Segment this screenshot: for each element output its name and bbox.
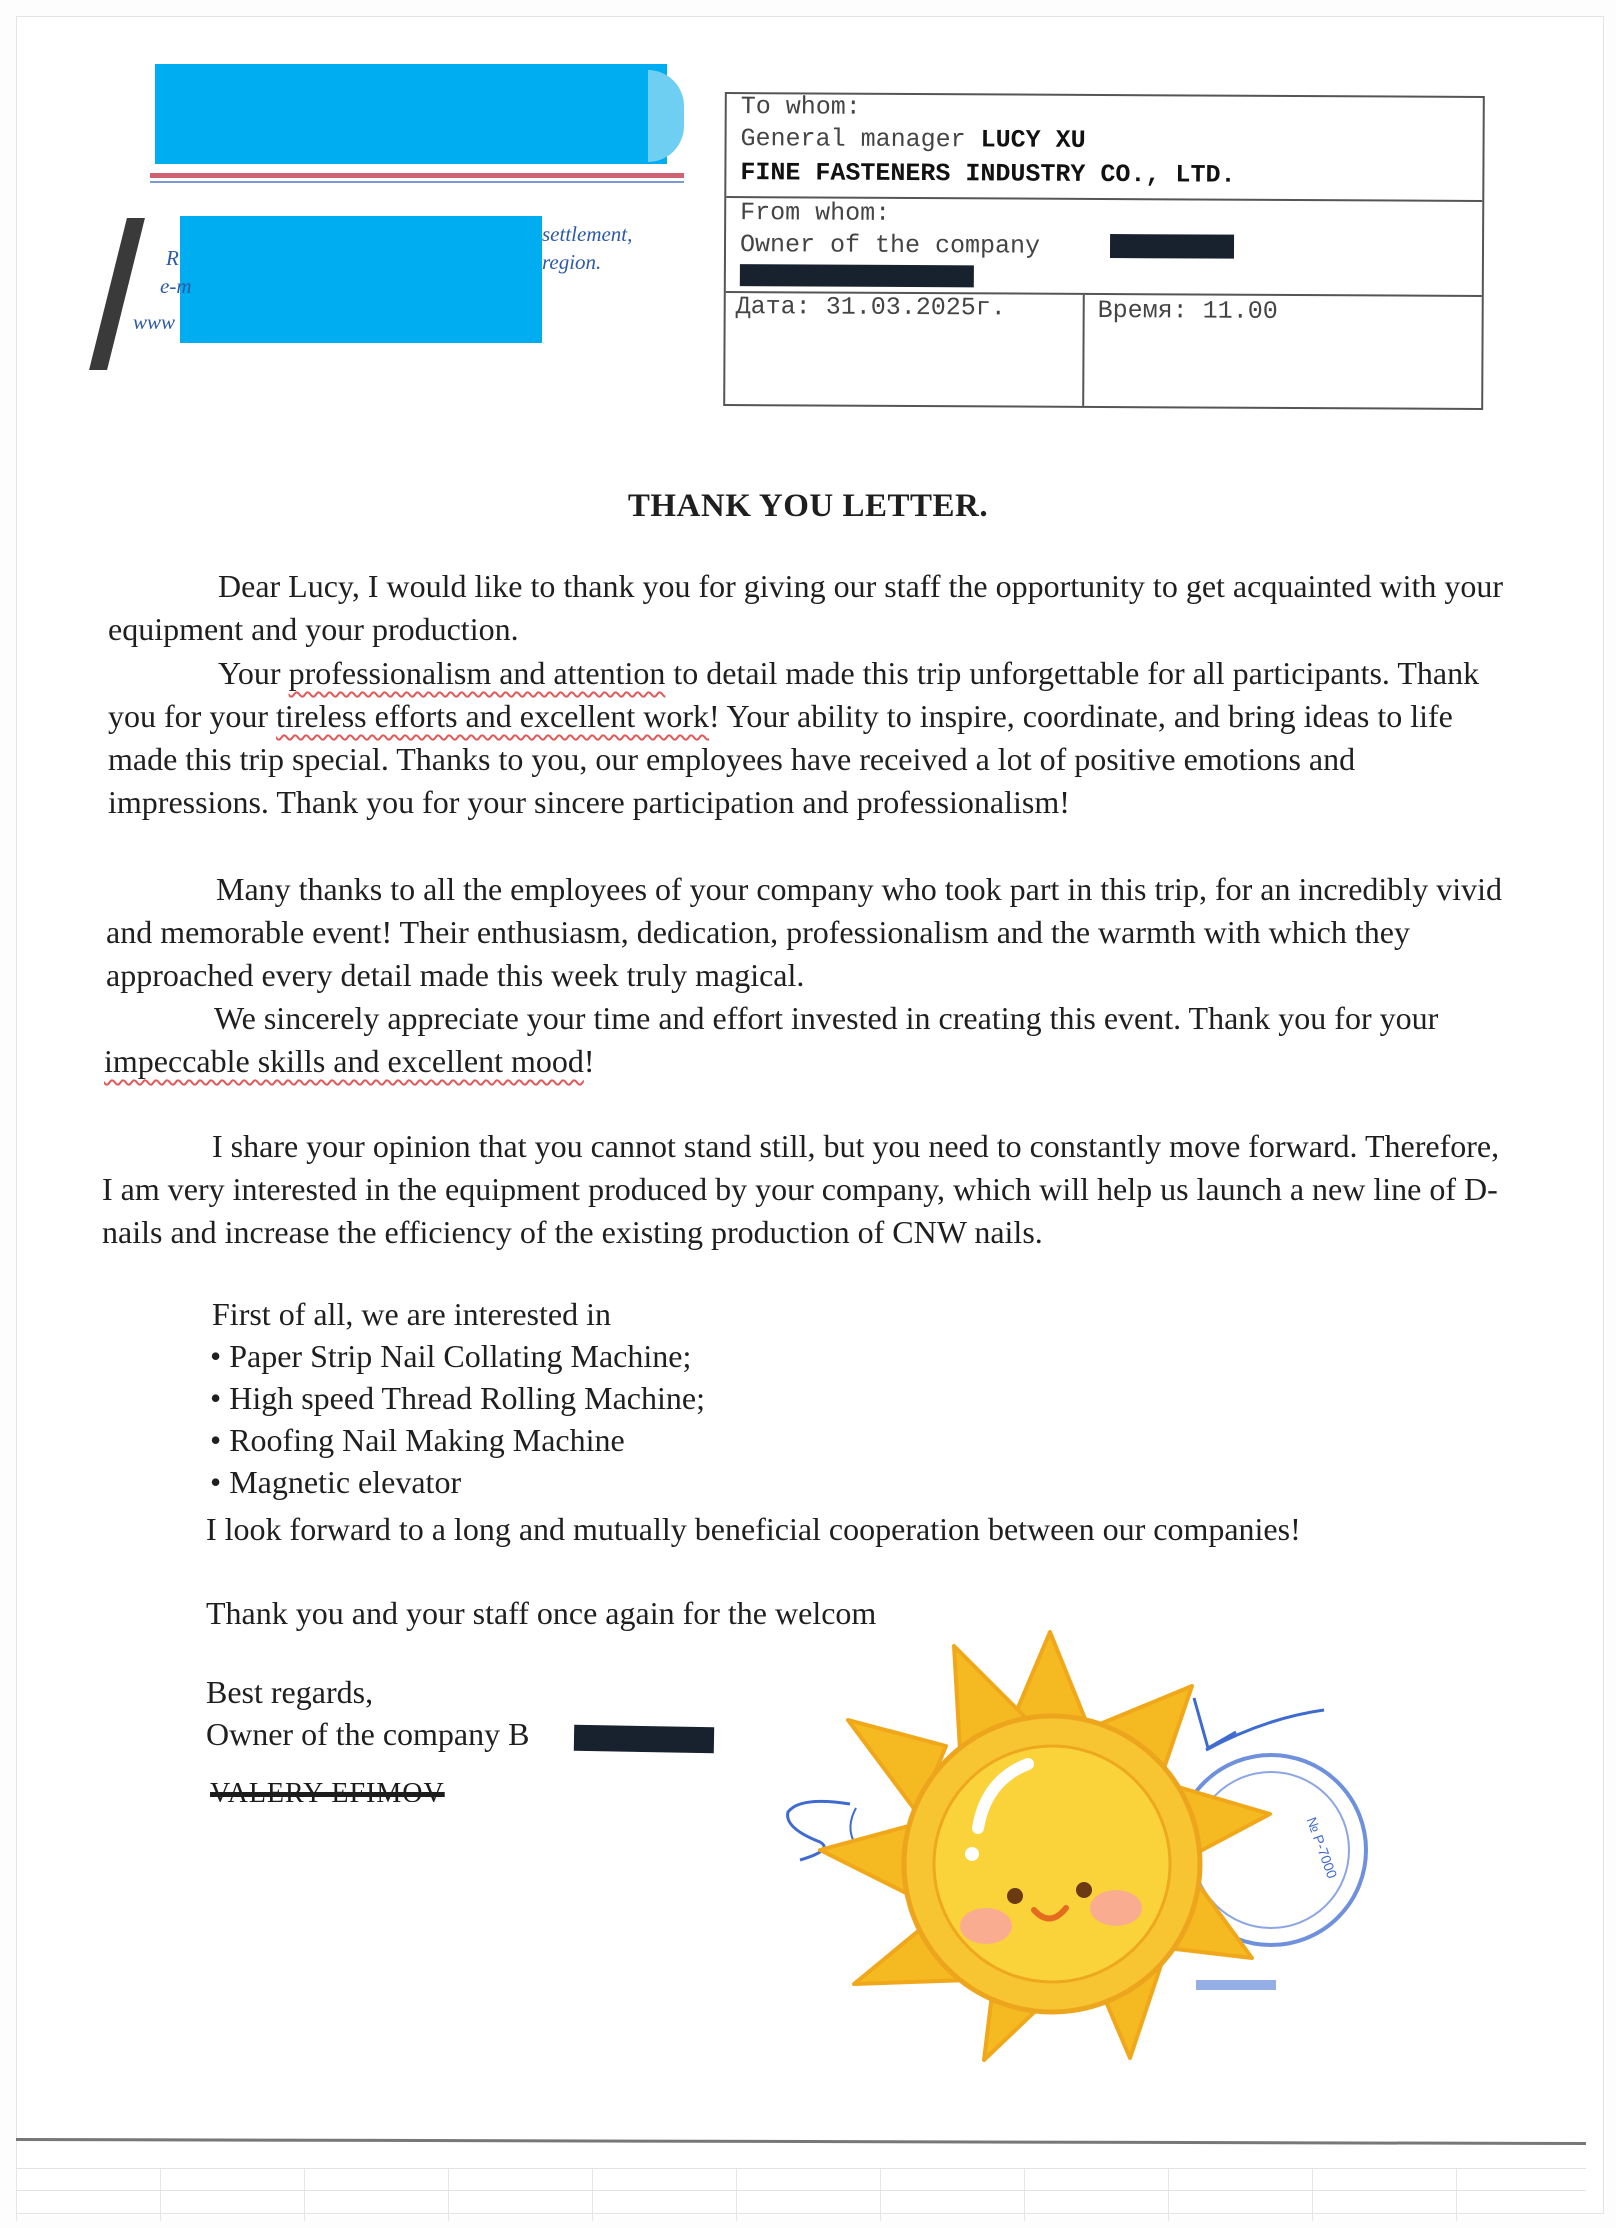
stamp-text: № Р-7000	[1303, 1814, 1341, 1881]
paragraph-cooperation	[96, 1508, 1376, 1551]
to-position: General manager	[740, 124, 966, 155]
redacted-sender-name-line2	[740, 264, 974, 287]
paragraph-text: Thank you and your staff once again for the welcom	[206, 1595, 877, 1631]
address-block-table	[723, 92, 1485, 410]
to-company	[740, 158, 1235, 190]
paragraph-text: to detail made this trip unforgettable for all participants. Thank you for your	[108, 655, 1480, 734]
paragraph-appreciation	[104, 997, 1504, 1083]
address-fragment: region.	[542, 250, 602, 274]
struck-signer-name: VALERY EFIMOV	[210, 1778, 445, 1802]
letterhead-rule	[150, 173, 684, 178]
to-name: LUCY XU	[980, 125, 1086, 155]
table-divider	[1082, 295, 1085, 406]
to-company-name: FINE FASTENERS INDUSTRY CO., LTD.	[740, 158, 1236, 190]
closing-phrase: Best regards,	[206, 1674, 374, 1710]
paragraph-text: ! Your ability to inspire, coordinate, and bring ideas to life made this trip special. Thanks to you, our employees have received a lot of positive emotions and impressions. Thank you for your sincere participation and professionalism!	[108, 698, 1453, 820]
address-fragment: settlement,	[542, 222, 633, 246]
signer-position: Owner of the company	[206, 1716, 501, 1752]
paragraph-text: We sincerely appreciate your time and effort invested in creating this event. Thank you for your	[214, 1000, 1439, 1036]
interest-item: • Paper Strip Nail Collating Machine;	[210, 1338, 692, 1374]
address-fragment: www	[133, 310, 176, 334]
interest-item: • High speed Thread Rolling Machine;	[210, 1380, 705, 1416]
date-label: Дата:	[735, 292, 811, 322]
signer-name-prefix: B	[508, 1716, 530, 1752]
interest-intro: First of all, we are interested in	[212, 1296, 611, 1332]
redacted-signer-name	[574, 1725, 714, 1753]
from-label: From whom:	[740, 198, 891, 228]
paragraph-text: Your	[218, 655, 289, 691]
interest-item: • Roofing Nail Making Machine	[210, 1422, 625, 1458]
spellcheck-highlight: professionalism and attention	[288, 655, 666, 691]
time-label: Время:	[1097, 295, 1188, 326]
paragraph-text: !	[583, 1043, 595, 1079]
letterhead-rule-secondary	[150, 181, 684, 183]
letter-title: THANK YOU LETTER.	[627, 488, 989, 524]
signature-line	[206, 1716, 529, 1753]
address-fragment: e-m	[160, 274, 192, 298]
paragraph-text: Many thanks to all the employees of your company who took part in this trip, for an incredibly vivid and memorable event! Their enthusiasm, dedication, professionalism and the warmth with which they approached every detail made this week truly magical.	[106, 871, 1502, 993]
paragraph-text: I share your opinion that you cannot stand still, but you need to constantly move forward. Therefore, I am very interested in the equipment produced by your company, which will help us launch a new line of D-nails and increase the efficiency of the existing production of CNW nails.	[102, 1128, 1500, 1250]
smiling-sun-icon	[800, 1628, 1300, 2078]
redacted-logo	[155, 64, 667, 164]
to-label: To whom:	[740, 92, 861, 122]
date-field	[736, 292, 1006, 322]
paragraph-greeting	[108, 565, 1508, 651]
redacted-address	[180, 216, 542, 343]
paragraph-thanks-employees	[106, 868, 1506, 997]
time-value: 11.00	[1202, 296, 1278, 326]
paragraph-text: Dear Lucy, I would like to thank you for giving our staff the opportunity to get acquainted with your equipment and your production.	[108, 568, 1504, 647]
paragraph-equipment-interest	[102, 1125, 1502, 1254]
spreadsheet-grid-rule	[16, 2190, 1586, 2191]
spreadsheet-grid-strip	[16, 2168, 1586, 2221]
interest-item: • Magnetic elevator	[210, 1464, 462, 1500]
address-fragment: R	[166, 246, 179, 270]
redacted-sender-name	[1110, 234, 1234, 259]
from-position: Owner of the company	[739, 230, 1041, 261]
paragraph-professionalism	[108, 652, 1508, 824]
to-recipient	[741, 124, 1086, 155]
date-value: 31.03.2025г.	[825, 292, 1006, 323]
paragraph-text: I look forward to a long and mutually beneficial cooperation between our companies!	[206, 1511, 1301, 1547]
spellcheck-highlight: impeccable skills and excellent mood	[104, 1043, 584, 1079]
spellcheck-highlight: tireless efforts and excellent work	[275, 698, 709, 734]
time-field	[1098, 296, 1278, 326]
